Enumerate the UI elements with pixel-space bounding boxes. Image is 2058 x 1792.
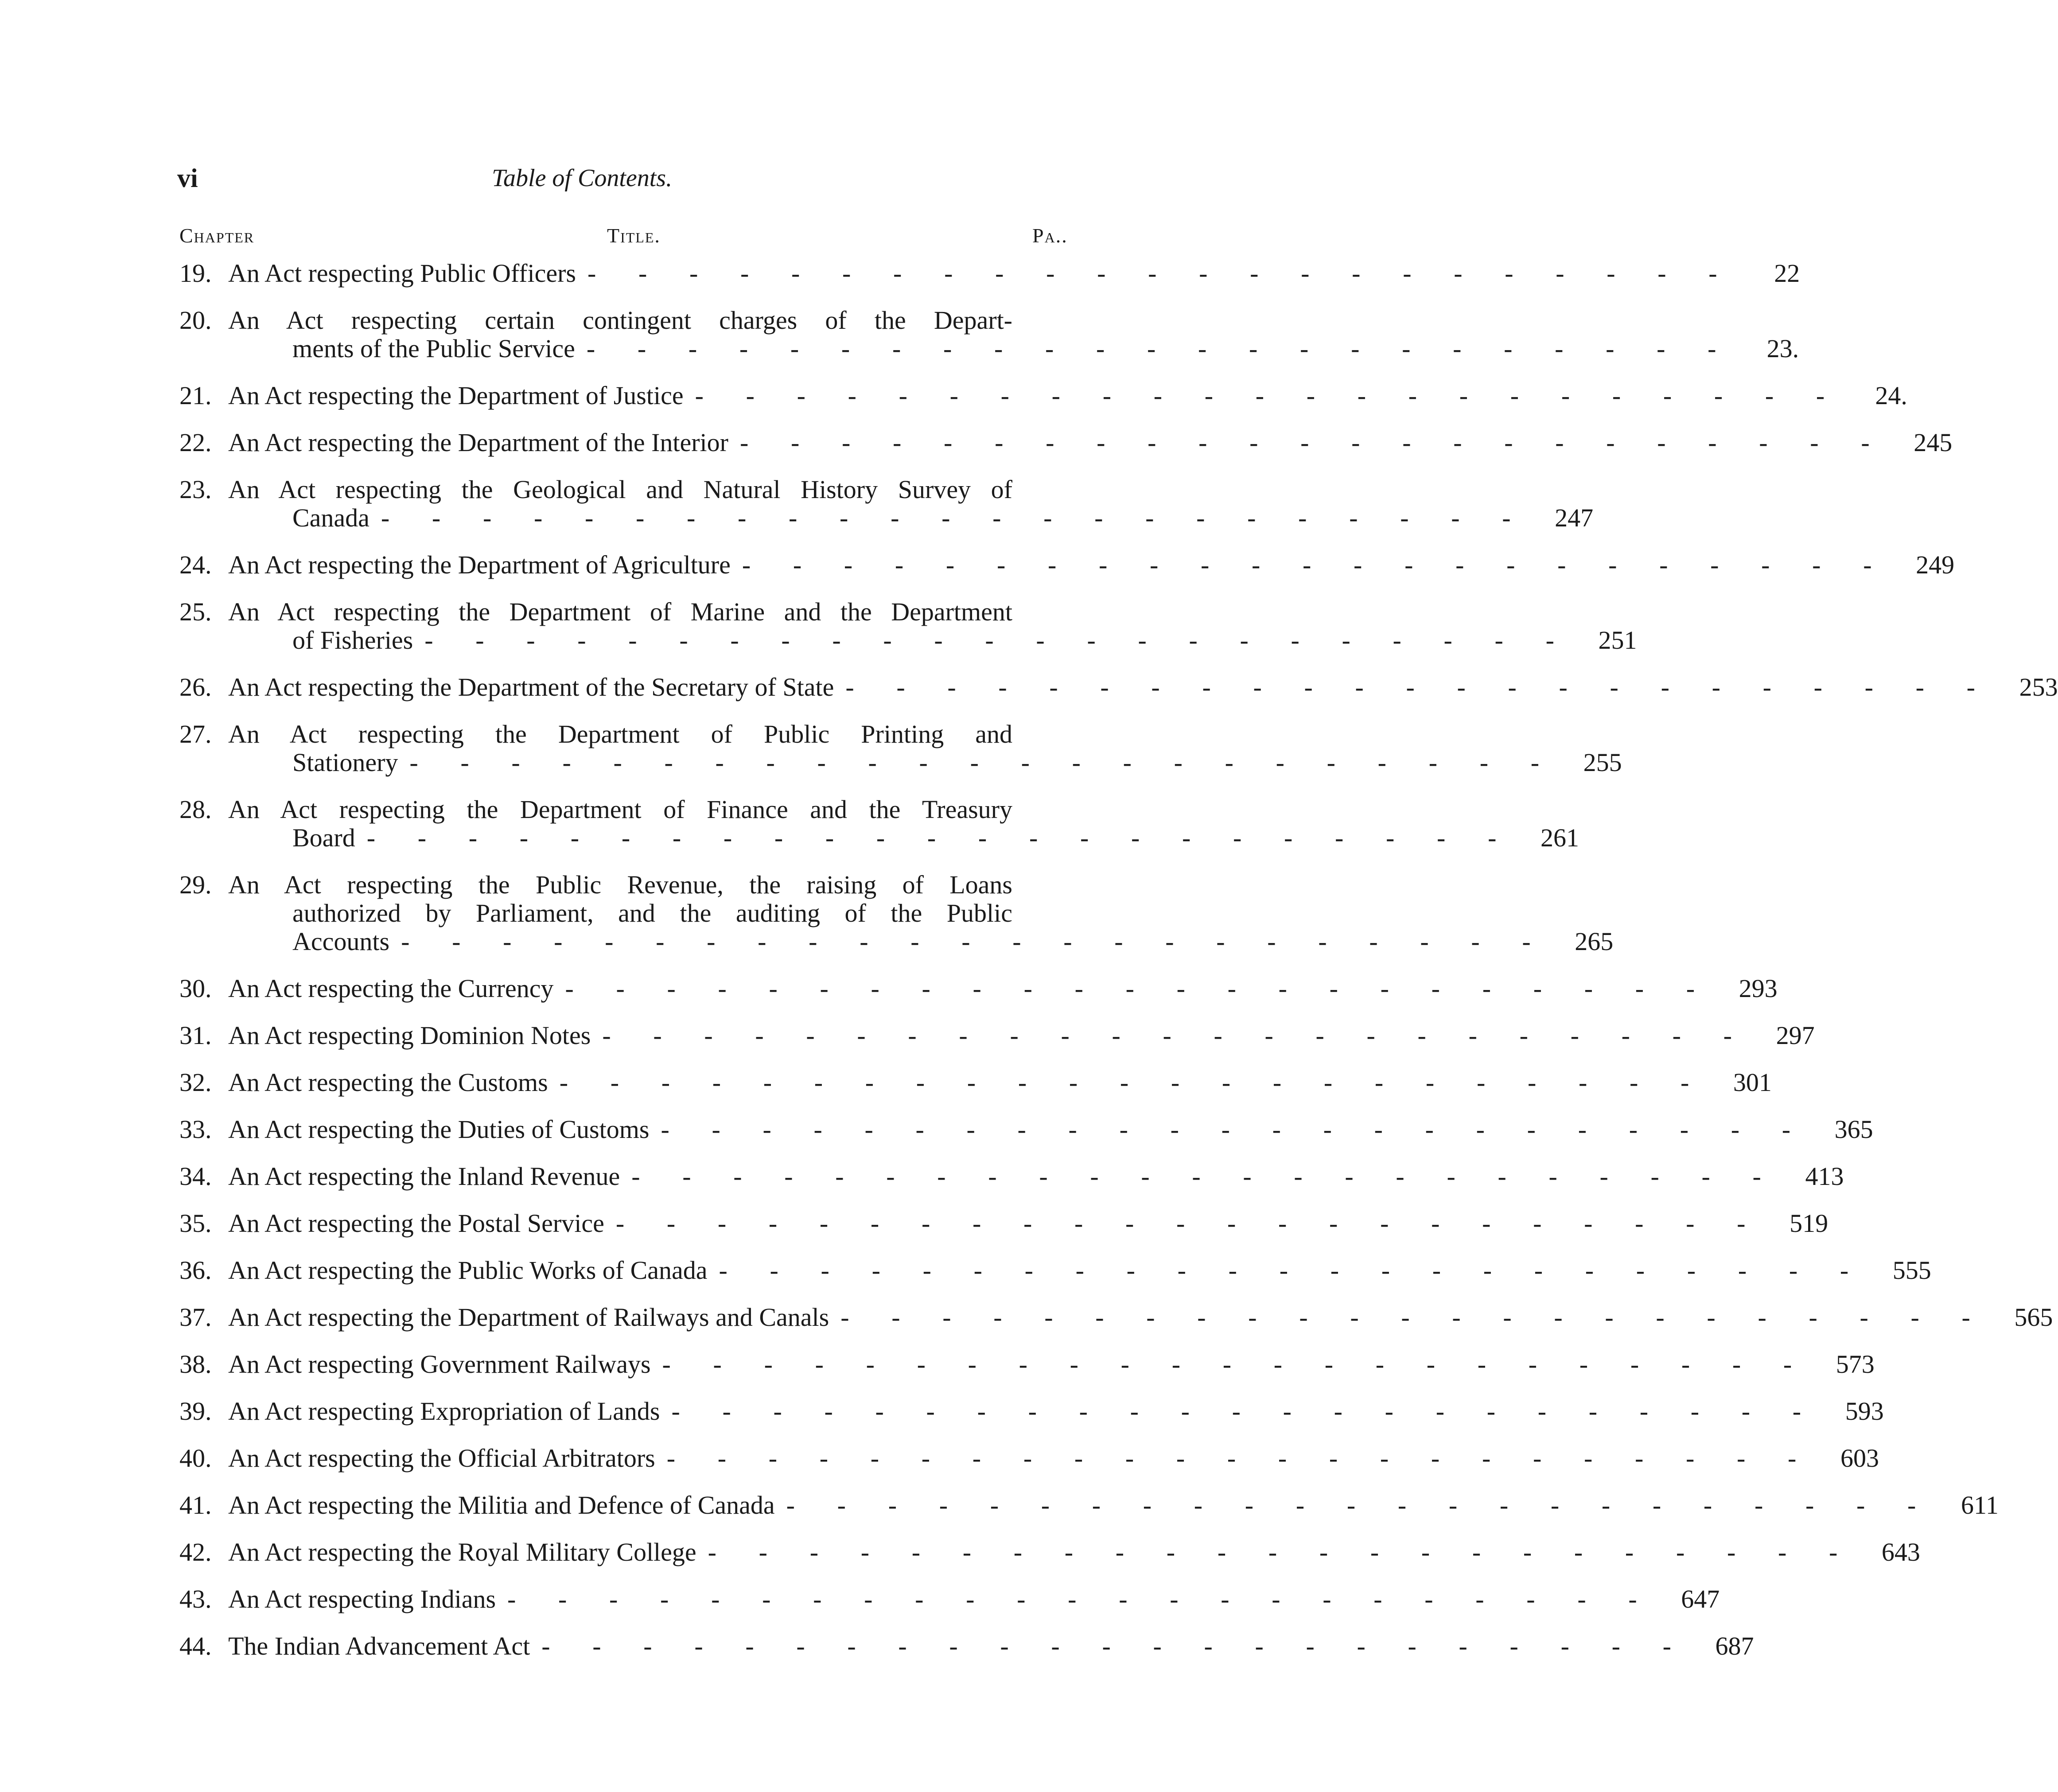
page-reference: 249 — [1916, 550, 1955, 579]
page-reference: 265 — [1575, 927, 1614, 956]
leader-dashes: - - - - - - - - - - - - - - - - - - - - - - - — [587, 259, 1735, 288]
toc-entry — [179, 870, 1614, 956]
toc-entry — [179, 795, 1579, 852]
page-number: vi — [177, 164, 198, 193]
page-reference: 24. — [1875, 381, 1907, 410]
toc-entry — [179, 1256, 1931, 1285]
chapter-number: 32. — [179, 1068, 212, 1097]
leader-dashes: - - - - - - - - - - - - - - - - - - - - - - - — [671, 1397, 1819, 1426]
leader-dashes: - - - - - - - - - - - - - - - - - - - - - - - — [845, 673, 1993, 701]
page-reference: 22 — [1774, 259, 1800, 288]
entry-title-line: An Act respecting the Public Works of Canada — [228, 1256, 708, 1285]
leader-dashes: - - - - - - - - - - - - - - - - - - - - - - - — [661, 1115, 1809, 1144]
leader-dashes: - - - - - - - - - - - - - - - - - - - - - - - — [401, 927, 1549, 956]
entry-title-line: An Act respecting the Department of Railways and Canals — [228, 1303, 829, 1332]
entry-title-line: Board — [292, 823, 355, 852]
entry-title-line: The Indian Advancement Act — [228, 1632, 530, 1660]
chapter-number: 31. — [179, 1021, 212, 1050]
toc-entry — [179, 1068, 1772, 1097]
chapter-number: 37. — [179, 1303, 212, 1332]
entry-title-line: An Act respecting Government Railways — [228, 1350, 651, 1379]
chapter-number: 22. — [179, 428, 212, 457]
leader-dashes: - - - - - - - - - - - - - - - - - - - - - - - — [424, 626, 1572, 654]
entry-title-line: An Act respecting the Official Arbitrators — [228, 1444, 655, 1473]
chapter-number: 29. — [179, 870, 212, 899]
table-of-contents — [179, 259, 2058, 1679]
toc-entry — [179, 259, 1800, 288]
page-reference: 519 — [1790, 1209, 1828, 1238]
leader-dashes: - - - - - - - - - - - - - - - - - - - - - - - — [840, 1303, 1988, 1332]
entry-title-line: An Act respecting Public Officers — [228, 259, 576, 288]
leader-dashes: - - - - - - - - - - - - - - - - - - - - - - - — [559, 1068, 1707, 1097]
chapter-number: 35. — [179, 1209, 212, 1238]
chapter-number: 20. — [179, 306, 212, 335]
chapter-number: 28. — [179, 795, 212, 824]
toc-entry — [179, 720, 1622, 777]
toc-entry — [179, 1538, 1920, 1566]
page-reference: 647 — [1681, 1585, 1720, 1613]
chapter-number: 43. — [179, 1585, 212, 1613]
leader-dashes: - - - - - - - - - - - - - - - - - - - - - - - — [507, 1585, 1655, 1613]
leader-dashes: - - - - - - - - - - - - - - - - - - - - - - - — [565, 974, 1713, 1003]
column-header-title: Title. — [607, 224, 661, 247]
page-reference: 687 — [1715, 1632, 1754, 1660]
chapter-number: 24. — [179, 550, 212, 579]
toc-entry — [179, 1397, 1884, 1426]
entry-title-line: An Act respecting the Department of Marine and the Department — [228, 597, 1012, 626]
entry-title-line: An Act respecting the Postal Service — [228, 1209, 604, 1238]
chapter-number: 40. — [179, 1444, 212, 1473]
page-reference: 611 — [1961, 1491, 1999, 1519]
toc-entry — [179, 1303, 2053, 1332]
chapter-number: 21. — [179, 381, 212, 410]
page-reference: 365 — [1834, 1115, 1873, 1144]
leader-dashes: - - - - - - - - - - - - - - - - - - - - - - - — [366, 823, 1514, 852]
page-reference: 301 — [1733, 1068, 1772, 1097]
chapter-number: 41. — [179, 1491, 212, 1519]
leader-dashes: - - - - - - - - - - - - - - - - - - - - - - - — [602, 1021, 1750, 1050]
page-reference: 253 — [2019, 673, 2058, 701]
page-reference: 573 — [1836, 1350, 1875, 1379]
chapter-number: 38. — [179, 1350, 212, 1379]
page-reference: 555 — [1892, 1256, 1931, 1285]
toc-entry — [179, 306, 1799, 363]
toc-entry — [179, 550, 1955, 579]
page-reference: 247 — [1555, 503, 1594, 532]
chapter-number: 26. — [179, 673, 212, 701]
page-reference: 23. — [1766, 334, 1799, 363]
toc-entry — [179, 673, 2058, 701]
toc-entry — [179, 1585, 1720, 1613]
page-reference: 565 — [2014, 1303, 2053, 1332]
entry-title-line: Canada — [292, 503, 370, 532]
entry-title-line: An Act respecting the Department of Justice — [228, 381, 684, 410]
column-header-chapter: Chapter — [179, 224, 255, 247]
page-reference: 261 — [1540, 823, 1579, 852]
chapter-number: 25. — [179, 597, 212, 626]
toc-entry — [179, 1350, 1875, 1379]
toc-entry — [179, 428, 1953, 457]
chapter-number: 30. — [179, 974, 212, 1003]
entry-title-line: An Act respecting the Customs — [228, 1068, 548, 1097]
entry-title-line: An Act respecting the Royal Military College — [228, 1538, 696, 1566]
leader-dashes: - - - - - - - - - - - - - - - - - - - - - - - — [708, 1538, 1856, 1566]
entry-title-line: An Act respecting certain contingent charges of the Depart- — [228, 306, 1012, 335]
entry-title-line: An Act respecting the Department of the Interior — [228, 428, 728, 457]
entry-title-line: ments of the Public Service — [292, 334, 575, 363]
entry-title-line: An Act respecting the Department of Agriculture — [228, 550, 731, 579]
entry-title-line: An Act respecting Dominion Notes — [228, 1021, 591, 1050]
leader-dashes: - - - - - - - - - - - - - - - - - - - - - - - — [740, 428, 1888, 457]
page-reference: 255 — [1583, 748, 1622, 777]
entry-title-line: An Act respecting the Currency — [228, 974, 554, 1003]
toc-entry — [179, 597, 1637, 654]
page-reference: 293 — [1739, 974, 1778, 1003]
leader-dashes: - - - - - - - - - - - - - - - - - - - - - - - — [615, 1209, 1764, 1238]
leader-dashes: - - - - - - - - - - - - - - - - - - - - - - - — [695, 381, 1843, 410]
leader-dashes: - - - - - - - - - - - - - - - - - - - - - - - — [662, 1350, 1810, 1379]
page-reference: 251 — [1598, 626, 1637, 654]
toc-entry — [179, 1632, 1754, 1660]
page-reference: 297 — [1776, 1021, 1815, 1050]
toc-entry — [179, 1162, 1844, 1191]
chapter-number: 42. — [179, 1538, 212, 1566]
page-reference: 413 — [1805, 1162, 1844, 1191]
entry-title-line: An Act respecting the Department of Finance and the Treasury — [228, 795, 1012, 824]
leader-dashes: - - - - - - - - - - - - - - - - - - - - - - - — [719, 1256, 1867, 1285]
toc-entry — [179, 1021, 1815, 1050]
chapter-number: 44. — [179, 1632, 212, 1660]
entry-title-line: An Act respecting the Militia and Defence of Canada — [228, 1491, 775, 1519]
leader-dashes: - - - - - - - - - - - - - - - - - - - - - - - — [742, 550, 1890, 579]
chapter-number: 23. — [179, 475, 212, 504]
entry-title-line: Accounts — [292, 927, 390, 956]
leader-dashes: - - - - - - - - - - - - - - - - - - - - - - - — [541, 1632, 1689, 1660]
running-title: Table of Contents. — [492, 164, 673, 192]
leader-dashes: - - - - - - - - - - - - - - - - - - - - - - - — [631, 1162, 1779, 1191]
entry-title-line: An Act respecting the Department of Public Printing and — [228, 720, 1012, 748]
entry-title-line: An Act respecting the Duties of Customs — [228, 1115, 650, 1144]
chapter-number: 39. — [179, 1397, 212, 1426]
entry-title-line: An Act respecting the Geological and Natural History Survey of — [228, 475, 1012, 504]
entry-title-line: An Act respecting Indians — [228, 1585, 496, 1613]
page-reference: 593 — [1845, 1397, 1884, 1426]
leader-dashes: - - - - - - - - - - - - - - - - - - - - - - - — [409, 748, 1557, 777]
toc-entry — [179, 974, 1778, 1003]
chapter-number: 33. — [179, 1115, 212, 1144]
chapter-number: 27. — [179, 720, 212, 748]
entry-title-line: An Act respecting the Public Revenue, the raising of Loans — [228, 870, 1012, 899]
leader-dashes: - - - - - - - - - - - - - - - - - - - - - - - — [666, 1444, 1814, 1473]
leader-dashes: - - - - - - - - - - - - - - - - - - - - - - - — [786, 1491, 1934, 1519]
entry-title-line: authorized by Parliament, and the auditing of the Public — [292, 899, 1012, 927]
chapter-number: 19. — [179, 259, 212, 288]
toc-entry — [179, 475, 1594, 532]
page-reference: 643 — [1881, 1538, 1920, 1566]
toc-entry — [179, 1491, 1999, 1519]
page-reference: 245 — [1914, 428, 1953, 457]
entry-title-line: An Act respecting the Inland Revenue — [228, 1162, 620, 1191]
leader-dashes: - - - - - - - - - - - - - - - - - - - - - - - — [381, 503, 1529, 532]
entry-title-line: An Act respecting Expropriation of Lands — [228, 1397, 660, 1426]
leader-dashes: - - - - - - - - - - - - - - - - - - - - - - - — [586, 334, 1735, 363]
chapter-number: 34. — [179, 1162, 212, 1191]
page-reference: 603 — [1840, 1444, 1879, 1473]
toc-entry — [179, 1209, 1828, 1238]
toc-entry — [179, 1115, 1873, 1144]
entry-title-line: of Fisheries — [292, 626, 413, 654]
entry-title-line: Stationery — [292, 748, 398, 777]
toc-entry — [179, 1444, 1879, 1473]
chapter-number: 36. — [179, 1256, 212, 1285]
column-header-page: Pa.. — [1032, 224, 1068, 247]
entry-title-line: An Act respecting the Department of the Secretary of State — [228, 673, 834, 701]
toc-entry — [179, 381, 1907, 410]
